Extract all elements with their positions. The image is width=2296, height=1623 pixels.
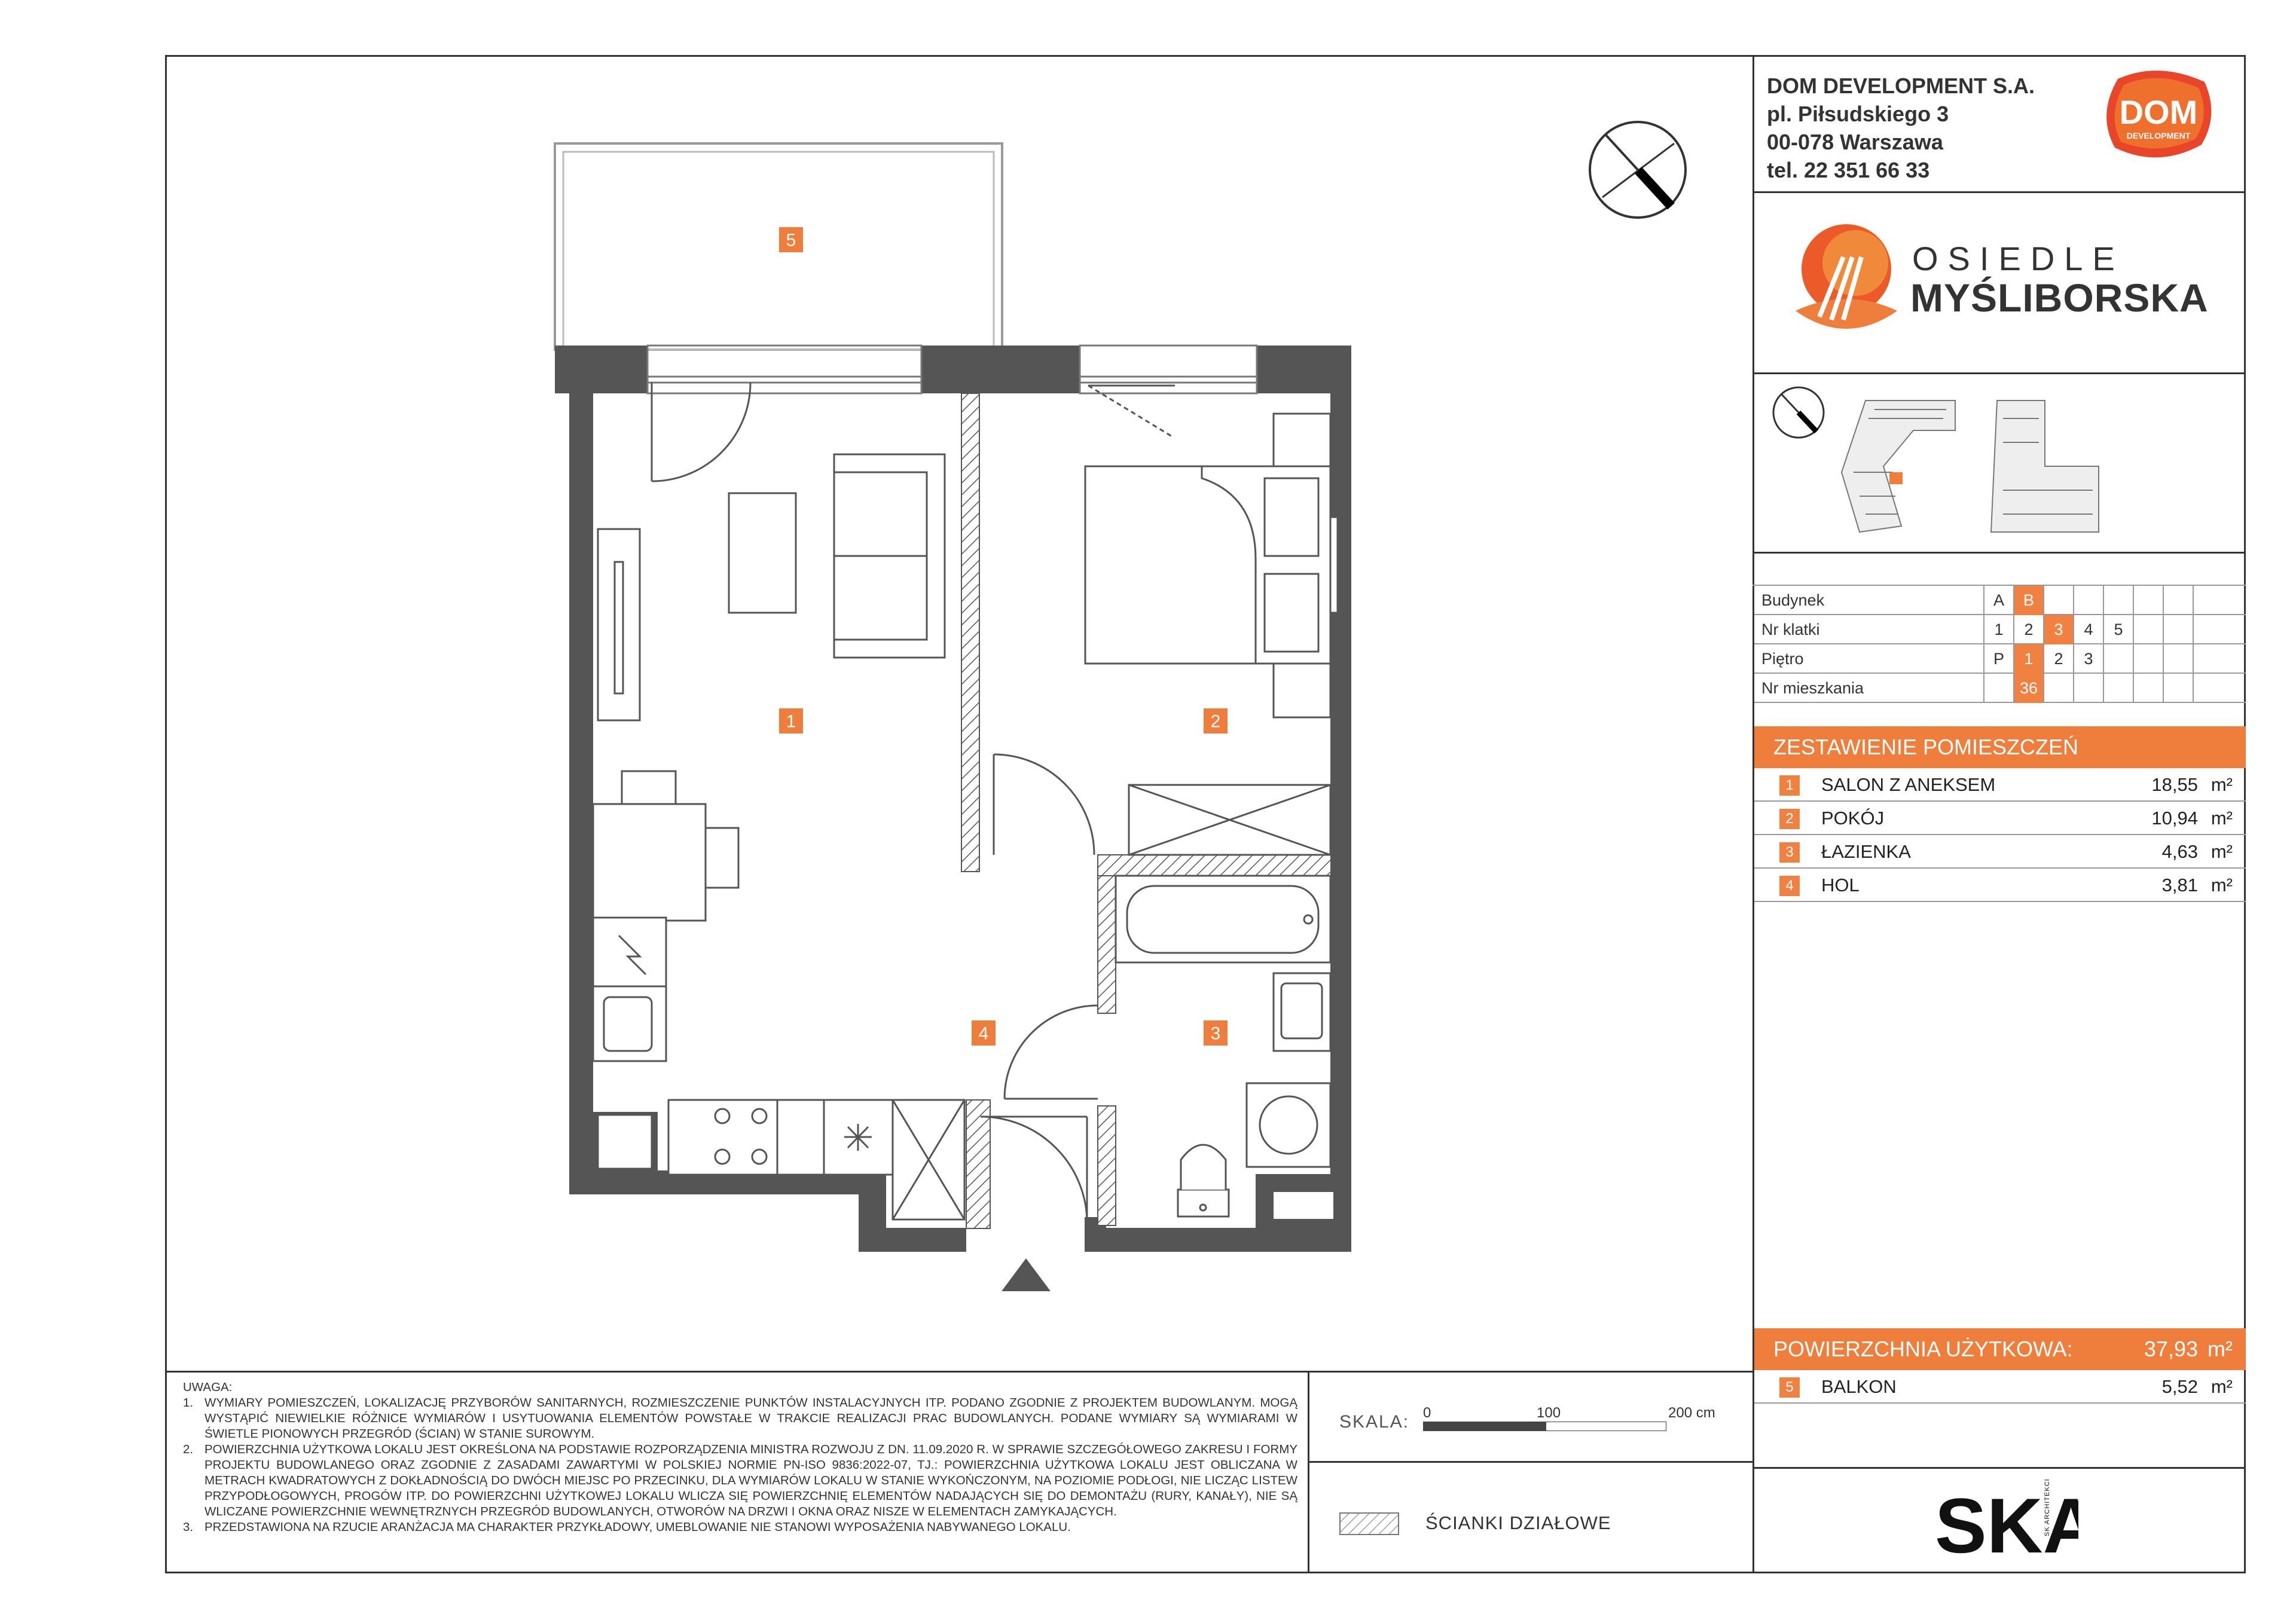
usable-area-unit: m² [2208,1337,2233,1361]
notes-heading: UWAGA: [183,1380,233,1394]
keyplan-highlight [1889,472,1903,484]
osiedle-logo-mark [1793,221,1900,341]
note-text: POWIERZCHNIA UŻYTKOWA LOKALU JEST OKREŚLONA NA PODSTAWIE ROZPORZĄDZENIA MINISTRA ROZWOJU Z DN. 11.09.2020 R. W SPRAWIE SZCZEGÓŁOWEGO ZAKRESU I FORMY PROJEKTU BUDOWLANEGO ORAZ ZGODNIE Z ZASADAMI ZAWARTYMI W POLSKIEJ NORMIE PN-ISO 9836:2022-07, TJ.: POWIERZCHNIA UŻYTKOWA LOKALU JEST OBLICZANA W METRACH KWADRATOWYCH Z DOKŁADNOŚCIĄ DO DWÓCH MIEJSC PO PRZECINKU, DLA WYMIARÓW LOKALU W STANIE WYKOŃCZONYM, NA POZIOMIE PODŁOGI, NIE LICZĄC LISTEW PRZYPODŁOGOWYCH, PROGÓW ITP. DO POWIERZCHNI UŻYTKOWEJ LOKALU WLICZA SIĘ POWIERZCHNIĘ ELEMENTÓW NADAJĄCYCH SIĘ DO DEMONTAŻU (RURY, KANAŁY), NIE SĄ WLICZANE POWIERZCHNIE WEWNĘTRZNYCH PRZEGRÓD BUDOWLANYCH, OTWORÓW NA DRZWI I OKNA ORAZ NISZE W ELEMENTACH ZAMYKAJĄCYCH. [204,1442,1297,1518]
room-unit: m² [2210,774,2233,795]
room-label-1 [779,708,803,733]
architect-logo-text: SKA [1935,1490,2078,1561]
scale-tick-200: 200 cm [1668,1405,1715,1421]
company-address-1: pl. Piłsudskiego 3 [1767,102,1949,126]
staircase-cell-5: 5 [2103,615,2133,644]
architect-logo [1935,1490,2078,1561]
note-text: PRZEDSTAWIONA NA RZUCIE ARANŻACJA MA CHARAKTER PRZYKŁADOWY, UMEBLOWANIE NIE STANOWI WYPOSAŻENIA NABYWANEGO LOKALU. [204,1520,1071,1534]
rooms-section-title: ZESTAWIENIE POMIESZCZEŃ [1754,726,2246,768]
empty-cell [2193,615,2222,644]
room-name: HOL [1821,875,1860,895]
keyplan-buildings [1842,401,2099,532]
legend-label: ŚCIANKI DZIAŁOWE [1425,1512,1611,1533]
scale-tick-0: 0 [1423,1405,1431,1421]
note-item [183,1520,1297,1535]
room-area: 10,94 [2151,808,2198,829]
room-label-5-text: 5 [786,230,796,250]
apartment-number: 36 [2013,674,2043,703]
empty-cell [2133,615,2163,644]
living-furniture [593,454,964,1219]
room-row [1754,835,2246,869]
room-label-3-text: 3 [1210,1023,1221,1044]
room-name: POKÓJ [1821,808,1885,829]
room-unit: m² [2210,875,2233,895]
floor-cell-3: 3 [2073,644,2103,674]
partition-wall [1098,1106,1116,1225]
partition-wall [966,1100,990,1228]
empty-cell [2163,644,2193,674]
legend-hatch-swatch [1339,1512,1399,1535]
note-number: 3. [183,1520,194,1534]
room-label-5 [779,227,803,252]
scale-tick-100: 100 [1537,1405,1561,1421]
keyplan-compass-icon [1773,387,1824,438]
balcony-unit: m² [2210,1376,2233,1397]
company-address-2: 00-078 Warszawa [1767,130,1943,154]
room-area: 4,63 [2161,841,2198,862]
balcony-door [652,383,750,481]
usable-area-bar [1754,1328,2246,1370]
building-label: Budynek [1761,591,1825,609]
empty-cell [2073,674,2103,703]
empty-cell [2043,586,2073,615]
project-name-line2: MYŚLIBORSKA [1910,276,2209,320]
empty-cell [1983,674,2013,703]
partition-wall [1098,876,1116,1013]
room-row [1754,802,2246,835]
info-row-apartment [1754,674,2246,703]
company-name: DOM DEVELOPMENT S.A. [1767,74,2035,98]
empty-cell [2133,674,2163,703]
room-name: SALON Z ANEKSEM [1821,774,1996,795]
room-label-2 [1204,708,1228,733]
empty-cell [2133,586,2163,615]
staircase-cell-2: 2 [2013,615,2043,644]
note-item [183,1395,1297,1442]
project-divider [1752,372,2246,374]
keyplan-divider [1752,552,2246,554]
building-cell-a: A [1983,586,2013,615]
partition-wall [1098,855,1331,876]
room-area: 3,81 [2161,875,2198,895]
empty-cell [2193,674,2222,703]
empty-cell [2103,674,2133,703]
empty-cell [2043,674,2073,703]
room-number-badge: 3 [1779,842,1800,863]
room-number-badge: 4 [1779,876,1800,896]
note-number: 1. [183,1396,194,1410]
bedroom-furniture [1085,414,1338,855]
room-unit: m² [2210,841,2233,862]
doors [978,754,1098,1222]
room-row [1754,768,2246,802]
room-label-4 [972,1020,996,1046]
room-label-3 [1204,1020,1228,1046]
floor-cell-p: P [1983,644,2013,674]
empty-cell [2163,674,2193,703]
scale-divider [1308,1371,1309,1573]
staircase-cell-1: 1 [1983,615,2013,644]
empty-cell [2073,586,2103,615]
info-row-staircase [1754,615,2246,644]
entrance-arrow-icon [1002,1258,1051,1291]
architect-divider [1752,1467,2246,1469]
note-text: WYMIARY POMIESZCZEŃ, LOKALIZACJĘ PRZYBORÓW SANITARNYCH, ROZMIESZCZENIE PUNKTÓW INSTALACYJNYCH ITP. PODANO ZGODNIE Z PROJEKTEM BUDOWLANYM. MOGĄ WYSTĄPIĆ NIEWIELKIE RÓŻNICE WYMIARÓW I USYTUOWANIA ELEMENTÓW POWSTAŁE W TRAKCIE REALIZACJI PRAC BUDOWLANYCH. PODANE WYMIARY SĄ WYMIARAMI W ŚWIETLE PIONOWYCH PRZEGRÓD (ŚCIAN) W STANIE SUROWYM. [204,1396,1297,1441]
empty-cell [2133,644,2163,674]
notes-divider [165,1371,1754,1373]
notes [183,1380,1297,1535]
floor-cell-2: 2 [2043,644,2073,674]
building-cell-b: B [2013,586,2043,615]
empty-cell [2163,586,2193,615]
room-unit: m² [2210,808,2233,829]
staircase-label: Nr klatki [1761,621,1820,638]
room-label-1-text: 1 [786,711,796,732]
apartment-label: Nr mieszkania [1761,679,1864,697]
staircase-cell-4: 4 [2073,615,2103,644]
usable-area-value: 37,93 [2144,1337,2198,1361]
balcony-area: 5,52 [2161,1376,2198,1397]
scale-bar [1423,1422,1668,1431]
compass-icon [1590,122,1686,218]
info-row-floor [1754,644,2246,674]
balcony-number-badge: 5 [1779,1377,1800,1398]
note-item [183,1442,1297,1520]
project-name-line1: OSIEDLE [1912,240,2124,277]
scale-label: SKALA: [1339,1412,1410,1432]
room-name: ŁAZIENKA [1821,841,1911,862]
company-phone: tel. 22 351 66 33 [1767,158,1930,182]
note-number: 2. [183,1442,194,1456]
bathroom-fixtures [1116,876,1330,1217]
room-label-2-text: 2 [1210,711,1221,732]
empty-cell [2103,644,2133,674]
room-label-4-text: 4 [978,1023,989,1044]
balcony-row [1754,1370,2246,1404]
architect-sub: SK ARCHITEKCI [2044,1478,2051,1536]
room-number-badge: 1 [1779,775,1800,796]
dom-logo-sub: DEVELOPMENT [2126,131,2191,140]
empty-cell [2163,615,2193,644]
info-row-building [1754,586,2246,615]
floor-label: Piętro [1761,650,1804,668]
floor-plan [167,57,1721,1342]
room-area: 18,55 [2151,774,2198,795]
empty-cell [2193,644,2222,674]
floor-cell-1: 1 [2013,644,2043,674]
key-plan [1764,383,2236,544]
partition-wall [961,393,979,872]
usable-area-label: POWIERZCHNIA UŻYTKOWA: [1773,1337,2073,1361]
room-number-badge: 2 [1779,809,1800,829]
room-row [1754,869,2246,902]
staircase-cell-3: 3 [2043,615,2073,644]
dom-development-logo [2100,67,2217,161]
empty-cell [2193,586,2222,615]
header-divider [1752,191,2246,193]
balcony [555,143,1002,350]
empty-cell [2103,586,2133,615]
balcony-name: BALKON [1821,1376,1897,1397]
scale-legend-divider [1308,1461,1754,1463]
dom-logo-main: DOM [2119,93,2198,131]
